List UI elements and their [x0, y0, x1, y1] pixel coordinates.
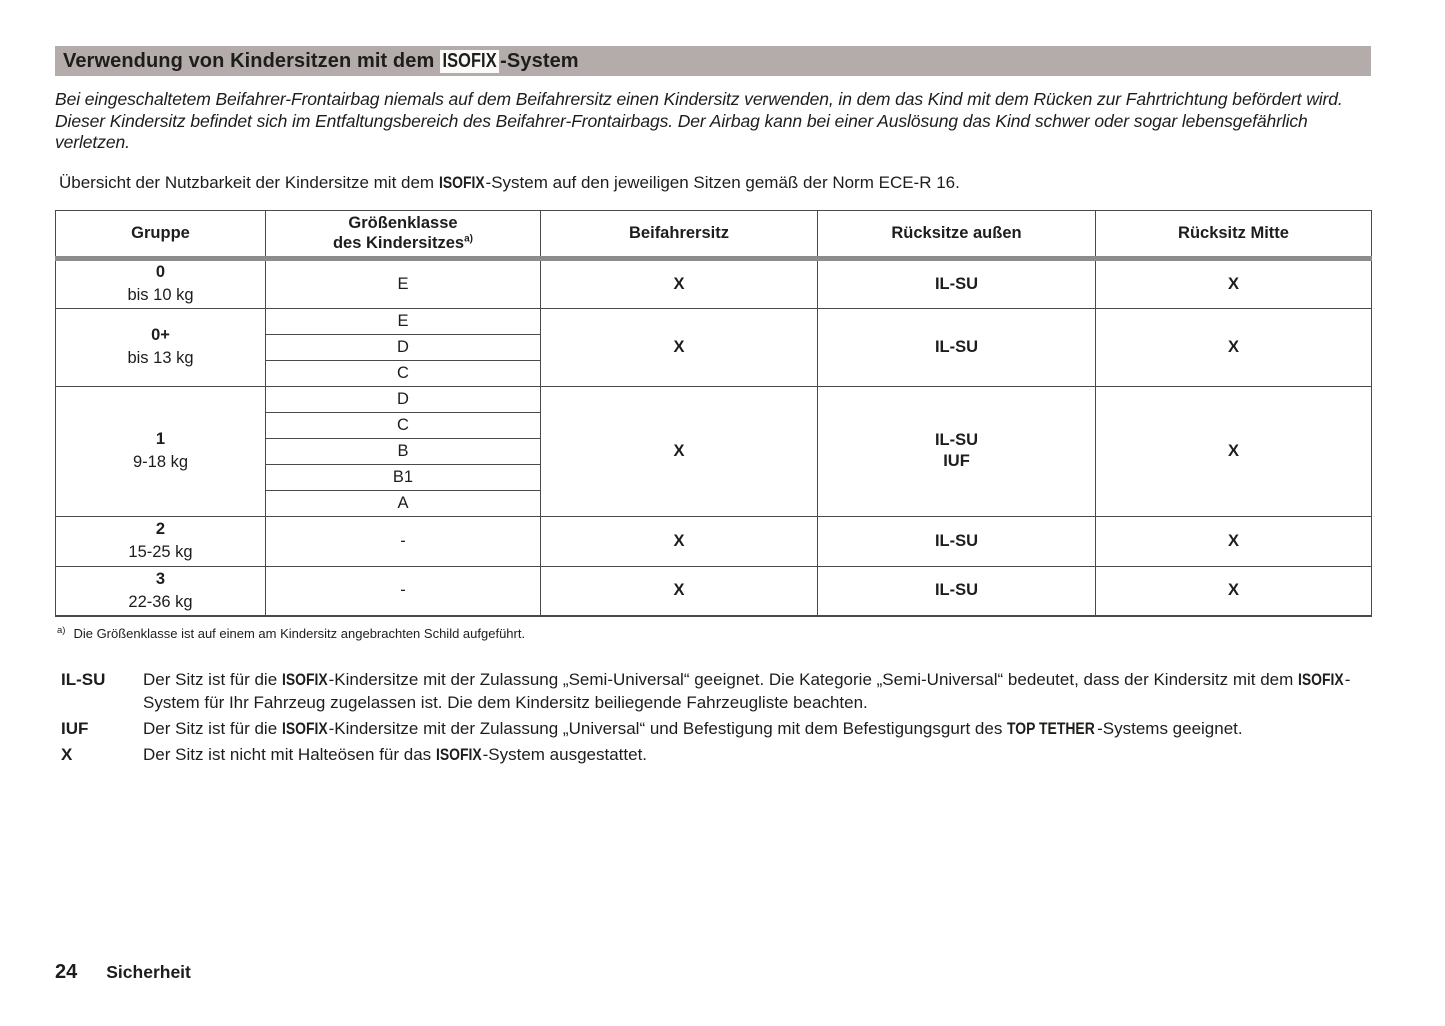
footnote-marker: a)	[57, 624, 66, 636]
isofix-table	[55, 210, 1372, 618]
legend-term: X	[61, 745, 73, 764]
column-header: Gruppe	[56, 210, 266, 258]
text-segment: Übersicht der Nutzbarkeit der Kindersitze mit dem	[59, 172, 439, 192]
footnote-text: Die Größenklasse ist auf einem am Kindersitz angebrachten Schild aufgeführt.	[73, 626, 526, 641]
front-passenger-cell: X	[541, 566, 818, 616]
size-class-cell: C	[266, 360, 541, 386]
size-class-cell: B1	[266, 464, 541, 490]
group-weight: 22-36 kg	[128, 592, 193, 611]
table-footnote	[55, 626, 1371, 641]
text-segment: -Kindersitze mit der Zulassung „Semi-Universal“ geeignet. Die Kategorie „Semi-Universal“ bedeutet, dass der Kindersitz mit dem	[328, 670, 1298, 689]
legend-row-il-su	[55, 668, 1371, 714]
table-row	[56, 258, 1372, 308]
rear-outer-cell: IL-SU	[818, 516, 1096, 566]
group-cell	[56, 308, 266, 386]
brand-text: ISOFIX	[440, 50, 499, 73]
text-segment: -System für Ihr Fahrzeug zugelassen ist. Die dem Kindersitz beiliegende Fahrzeugliste beachten.	[143, 670, 1351, 712]
table-body	[56, 258, 1372, 616]
front-passenger-cell: X	[541, 258, 818, 308]
size-class-cell: A	[266, 490, 541, 516]
text-segment: Der Sitz ist für die	[143, 670, 282, 689]
table-row	[56, 566, 1372, 616]
brand-text: ISOFIX	[281, 670, 328, 689]
brand-text: ISOFIX	[1298, 670, 1344, 689]
group-number: 3	[155, 569, 166, 588]
front-passenger-cell: X	[541, 386, 818, 516]
rear-middle-cell: X	[1096, 308, 1372, 386]
group-cell	[56, 566, 266, 616]
legend-row-iuf	[55, 717, 1371, 740]
group-number: 1	[155, 430, 166, 448]
rear-outer-cell: IL-SU IUF	[818, 386, 1096, 516]
rear-middle-cell: X	[1096, 566, 1372, 616]
rear-outer-cell: IL-SU	[818, 566, 1096, 616]
legend-description	[143, 743, 1371, 766]
text-segment: -Kindersitze mit der Zulassung „Universal“ und Befestigung mit dem Befestigungsgurt des	[328, 719, 1008, 738]
table-row	[56, 386, 1372, 412]
brand-text: ISOFIX	[435, 745, 482, 764]
legend-term: IL-SU	[61, 670, 106, 689]
size-class-cell: B	[266, 438, 541, 464]
legend	[55, 668, 1371, 766]
group-cell	[56, 258, 266, 308]
text-segment: Verwendung von Kindersitzen mit dem	[63, 49, 440, 72]
rear-middle-cell: X	[1096, 258, 1372, 308]
group-number: 0	[155, 263, 166, 281]
legend-description	[143, 668, 1371, 714]
size-class-cell: E	[266, 308, 541, 334]
rear-middle-cell: X	[1096, 386, 1372, 516]
page-footer	[55, 961, 191, 984]
footnote-marker: a)	[464, 233, 474, 245]
table-intro-text	[55, 173, 1371, 193]
text-segment: -System ausgestattet.	[482, 745, 648, 764]
group-cell	[56, 516, 266, 566]
legend-row-x	[55, 743, 1371, 766]
size-class-cell: D	[266, 334, 541, 360]
brand-text: ISOFIX	[281, 719, 328, 738]
group-weight: bis 10 kg	[127, 286, 194, 304]
group-weight: bis 13 kg	[127, 349, 194, 367]
rear-outer-cell: IL-SU	[818, 258, 1096, 308]
size-class-cell: D	[266, 386, 541, 412]
text-segment: Der Sitz ist nicht mit Halteösen für das	[143, 745, 436, 764]
size-class-cell: E	[266, 258, 541, 308]
page-number: 24	[55, 961, 78, 983]
page-title	[63, 50, 579, 73]
column-header: Rücksitze außen	[818, 210, 1096, 258]
text-segment: -System	[500, 49, 579, 72]
table-row	[56, 308, 1372, 334]
table-row	[56, 516, 1372, 566]
column-header: Beifahrersitz	[541, 210, 818, 258]
group-cell	[56, 386, 266, 516]
front-passenger-cell: X	[541, 516, 818, 566]
column-header: Größenklasse des Kindersitzes$^{a)}$	[266, 210, 541, 258]
text-segment: -Systems geeignet.	[1097, 719, 1243, 738]
section-title-bar	[55, 46, 1371, 76]
text-segment: Der Sitz ist für die	[143, 719, 282, 738]
legend-description	[143, 717, 1371, 740]
group-weight: 9-18 kg	[132, 453, 189, 471]
airbag-warning-text: Bei eingeschaltetem Beifahrer-Frontairbag niemals auf dem Beifahrersitz einen Kindersitz verwenden, in dem das Kind mit dem Rücken zur Fahrtrichtung befördert wird. Dieser Kindersitz befindet sich im Entfaltungsbereich des Beifahrer-Frontairbags. Der Airbag kann bei einer Auslösung das Kind schwer oder sogar lebensgefährlich verletzen.	[55, 89, 1343, 152]
size-class-cell: C	[266, 412, 541, 438]
rear-outer-cell: IL-SU	[818, 308, 1096, 386]
table-header-row	[56, 210, 1372, 258]
text-segment: -System auf den jeweiligen Sitzen gemäß der Norm ECE-R 16.	[485, 172, 960, 192]
size-class-cell: -	[266, 516, 541, 566]
group-number: 0+	[151, 326, 170, 344]
brand-text: ISOFIX	[438, 172, 485, 192]
rear-middle-cell: X	[1096, 516, 1372, 566]
column-header: Rücksitz Mitte	[1096, 210, 1372, 258]
group-number: 2	[155, 520, 166, 538]
brand-text: TOP TETHER	[1007, 719, 1095, 738]
footer-section-label: Sicherheit	[106, 962, 191, 982]
front-passenger-cell: X	[541, 308, 818, 386]
group-weight: 15-25 kg	[128, 543, 193, 561]
legend-term: IUF	[61, 719, 89, 738]
size-class-cell: -	[266, 566, 541, 616]
